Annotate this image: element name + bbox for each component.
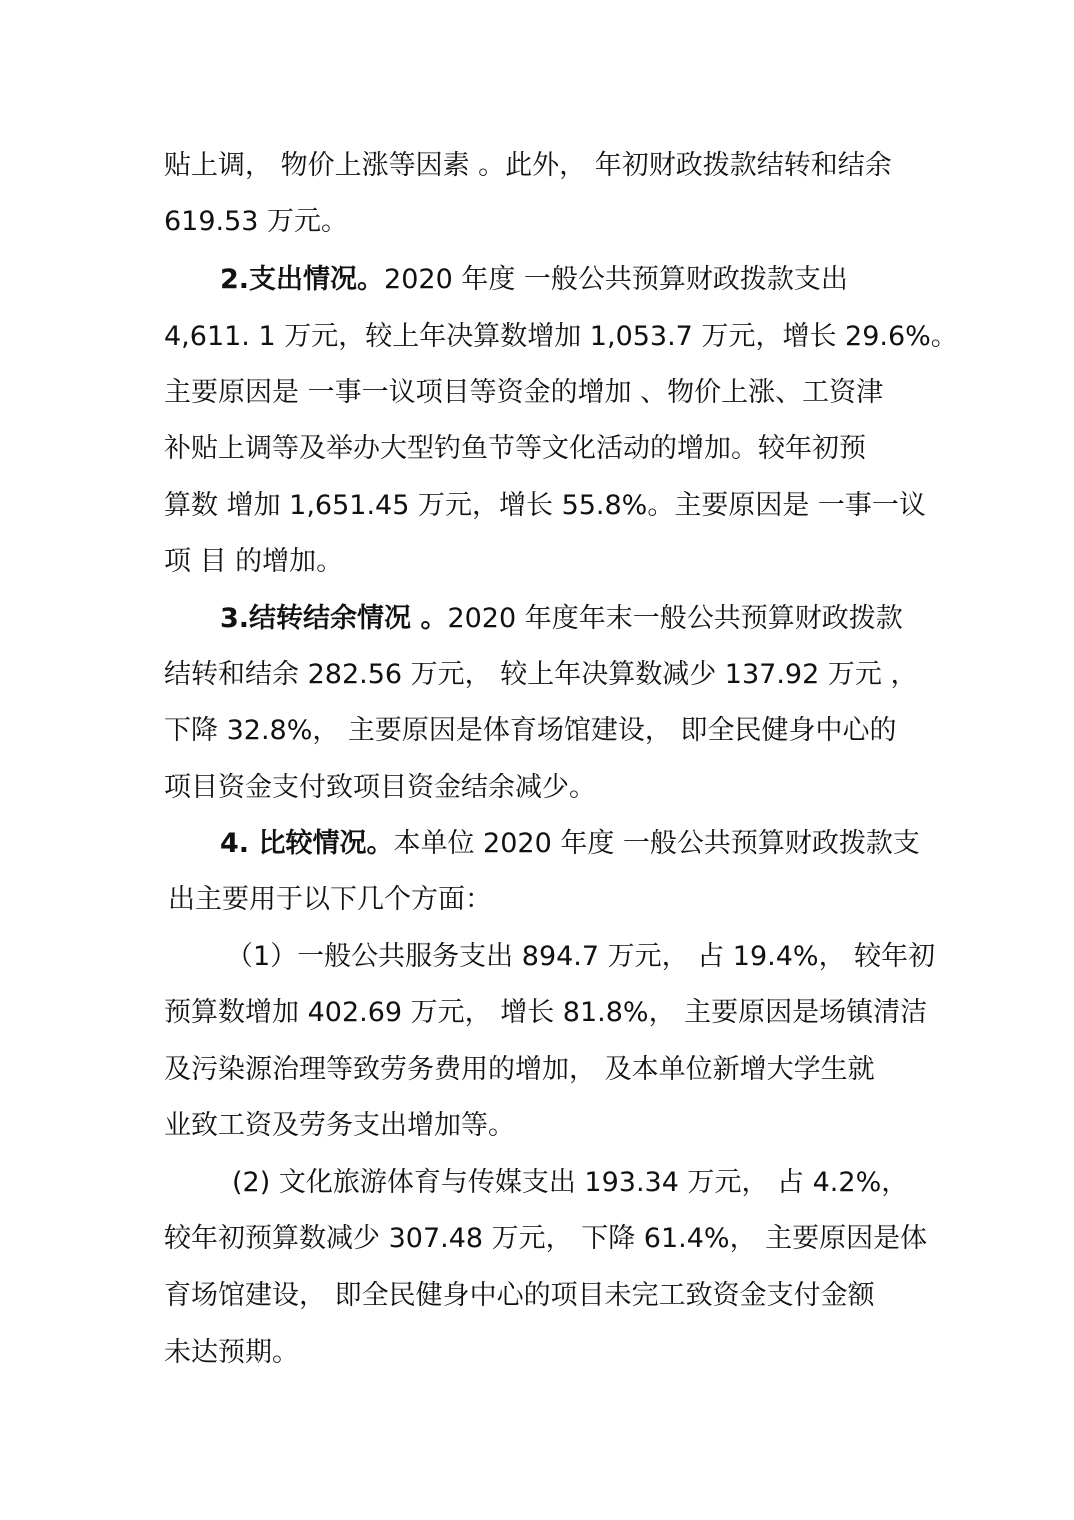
paragraph-line: 贴上调， 物价上涨等因素 。此外， 年初财政拨款结转和结余 [164,150,892,181]
paragraph-line: 补贴上调等及举办大型钓鱼节等文化活动的增加。较年初预 [164,433,866,464]
section-3-first-line [220,599,903,639]
section-4-first-line [220,824,920,864]
paragraph-line: 较年初预算数减少 307.48 万元， 下降 61.4%， 主要原因是体 [164,1223,928,1254]
paragraph-line: 619.53 万元。 [164,206,349,237]
paragraph-line: 主要原因是 一事一议项目等资金的增加 、物价上涨、工资津 [164,377,884,408]
paragraph-line: 算数 增加 1,651.45 万元，增长 55.8%。主要原因是 一事一议 [164,490,926,521]
paragraph-line: 及污染源治理等致劳务费用的增加， 及本单位新增大学生就 [164,1054,875,1085]
paragraph-line: 出主要用于以下几个方面： [168,884,492,915]
paragraph-line: 4,611. 1 万元，较上年决算数增加 1,053.7 万元，增长 29.6%。 [164,321,958,352]
paragraph-line: 业致工资及劳务支出增加等。 [164,1110,515,1141]
section-2-heading: 2.支出情况。 [220,264,385,295]
item-2-first-line: (2) 文化旅游体育与传媒支出 193.34 万元， 占 4.2%， [232,1167,909,1198]
paragraph-line: 预算数增加 402.69 万元， 增长 81.8%， 主要原因是场镇清洁 [164,997,928,1028]
section-3-heading: 3.结转结余情况 。 [220,603,448,634]
paragraph-line: 下降 32.8%， 主要原因是体育场馆建设， 即全民健身中心的 [164,715,897,746]
item-1-first-line: （1）一般公共服务支出 894.7 万元， 占 19.4%， 较年初 [226,941,936,972]
paragraph-text: 本单位 2020 年度 一般公共预算财政拨款支 [393,828,920,859]
paragraph-line: 项目资金支付致项目资金结余减少。 [164,772,596,803]
paragraph-text: 2020 年度 一般公共预算财政拨款支出 [384,264,848,295]
paragraph-line: 育场馆建设， 即全民健身中心的项目未完工致资金支付金额 [164,1280,875,1311]
section-4-heading: 4. 比较情况。 [220,828,394,859]
paragraph-line: 项 目 的增加。 [164,546,344,577]
paragraph-text: 2020 年度年末一般公共预算财政拨款 [447,603,903,634]
paragraph-line: 未达预期。 [164,1337,299,1368]
paragraph-line: 结转和结余 282.56 万元， 较上年决算数减少 137.92 万元 ， [164,659,918,690]
section-2-first-line [220,260,848,300]
